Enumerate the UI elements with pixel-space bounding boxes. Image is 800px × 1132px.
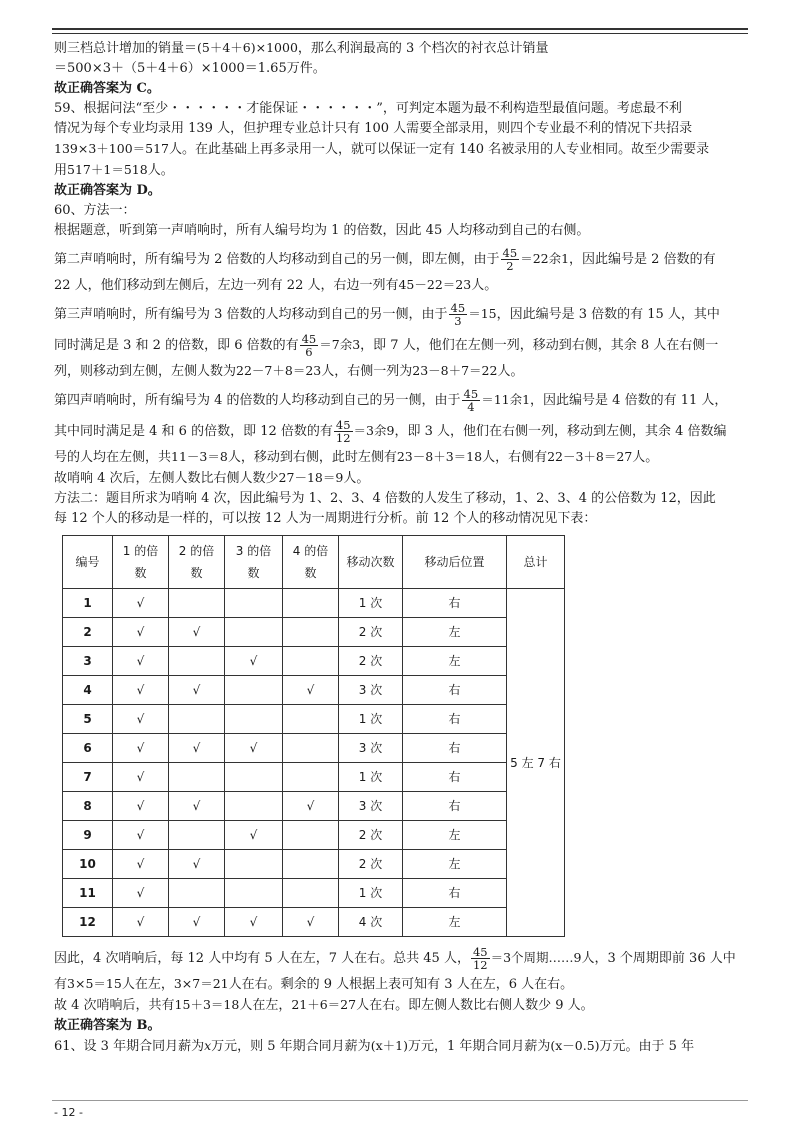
table-cell: 左 [403,647,507,676]
table-cell: √ [169,618,225,647]
table-cell: 4 次 [339,908,403,937]
table-cell [283,705,339,734]
q60-line: 号的人均在左侧，共11－3＝8人，移动到右侧，此时左侧有23－8＋3＝18人，右侧有22－3＋8＝27人。 [54,449,659,465]
table-cell: √ [113,647,169,676]
q60-line: 根据题意，听到第一声哨响时，所有人编号均为 1 的倍数，因此 45 人均移动到自己的右侧。 [54,223,590,238]
movement-table [62,535,565,937]
q60-heading: 60、方法一： [54,203,136,218]
q60-line: 其中同时满足是 4 和 6 的倍数，即 12 倍数的有 $\frac{45}{12}$ ＝3余9，即 3 人，他们在右侧一列，移动到左侧，其余 4 倍数编 [54,418,727,445]
table-row [63,763,565,792]
fraction: $\frac{45}{2}$ [502,246,518,273]
table-cell [283,647,339,676]
table-cell: 3 次 [339,734,403,763]
header-rule-thin [52,33,748,34]
table-cell: 右 [403,792,507,821]
table-header-row [63,536,565,589]
table-cell: 左 [403,821,507,850]
table-cell: 右 [403,676,507,705]
table-cell: √ [283,676,339,705]
q60-line: 第三声哨响时，所有编号为 3 倍数的人均移动到自己的另一侧，由于 $\frac{45}{3}$ ＝15，因此编号是 3 倍数的有 15 人，其中 [54,301,720,328]
table-row [63,908,565,937]
table-cell: 右 [403,589,507,618]
text-line: 则三档总计增加的销量＝(5＋4＋6)×1000，那么利润最高的 3 个档次的衬衣总计销量 [54,40,549,56]
table-row [63,792,565,821]
table-cell: 右 [403,879,507,908]
answer-line: 故正确答案为 B。 [54,1018,161,1033]
page-number: - 12 - [54,1106,83,1119]
header-idx: 编号 [63,536,113,589]
table-cell: √ [113,908,169,937]
table-cell: 1 次 [339,589,403,618]
total-cell: 5 左 7 右 [507,589,565,937]
fraction: $\frac{45}{12}$ [335,418,351,445]
table-cell [169,705,225,734]
table-cell: √ [113,734,169,763]
fraction: $\frac{45}{12}$ [472,945,488,972]
header-mult2: 2 的倍 数 [169,536,225,589]
table-cell: 10 [63,850,113,879]
table-cell: 1 [63,589,113,618]
header-total: 总计 [507,536,565,589]
table-row [63,618,565,647]
table-cell [283,763,339,792]
table-cell [283,821,339,850]
q60-method2: 方法二：题目所求为哨响 4 次，因此编号为 1、2、3、4 倍数的人发生了移动，1、2、3、4 的公倍数为 12，因此 [54,491,716,506]
table-cell: 4 [63,676,113,705]
table-cell: √ [283,792,339,821]
answer-line: 故正确答案为 D。 [54,183,161,198]
q59-line: 139×3＋100＝517人。在此基础上再多录用一人，就可以保证一定有 140 名被录用的人专业相同。故至少需要录 [54,141,710,157]
table-cell: 6 [63,734,113,763]
table-cell: √ [225,908,283,937]
table-cell: 2 次 [339,647,403,676]
fraction: $\frac{45}{6}$ [301,332,317,359]
table-cell: 8 [63,792,113,821]
table-row [63,879,565,908]
table-cell: √ [169,908,225,937]
table-cell [283,850,339,879]
table-cell: √ [113,618,169,647]
table-cell: 2 [63,618,113,647]
table-cell [225,589,283,618]
table-cell: 左 [403,850,507,879]
table-cell: 1 次 [339,763,403,792]
table-cell [169,821,225,850]
table-cell: √ [169,850,225,879]
header-moves: 移动次数 [339,536,403,589]
table-cell: 3 [63,647,113,676]
header-position: 移动后位置 [403,536,507,589]
table-cell: 2 次 [339,821,403,850]
q60-line: 第二声哨响时，所有编号为 2 倍数的人均移动到自己的另一侧，即左侧，由于 $\frac{45}{2}$ ＝22余1，因此编号是 2 倍数的有 [54,246,716,273]
table-cell: 左 [403,908,507,937]
table-cell: √ [169,792,225,821]
table-row [63,850,565,879]
table-cell: √ [225,821,283,850]
table-cell: 9 [63,821,113,850]
after-table-line: 有3×5＝15人在左，3×7＝21人在右。剩余的 9 人根据上表可知有 3 人在左，6 人在右。 [54,976,574,992]
q61-line: 61、设 3 年期合同月薪为x万元，则 5 年期合同月薪为(x＋1)万元，1 年期合同月薪为(x－0.5)万元。由于 5 年 [54,1038,695,1054]
table-cell: 7 [63,763,113,792]
table-cell: 3 次 [339,676,403,705]
table-cell: 3 次 [339,792,403,821]
table-cell: 1 次 [339,879,403,908]
table-cell [283,879,339,908]
table-row [63,647,565,676]
table-cell [225,705,283,734]
header-rule-thick [52,28,748,30]
table-cell: 左 [403,618,507,647]
table-cell [225,792,283,821]
table-cell: 右 [403,734,507,763]
q60-line: 同时满足是 3 和 2 的倍数，即 6 倍数的有 $\frac{45}{6}$ ＝7余3，即 7 人，他们在左侧一列，移动到右侧，其余 8 人在右侧一 [54,332,719,359]
q60-line: 列，则移动到左侧，左侧人数为22－7＋8＝23人，右侧一列为23－8＋7＝22人。 [54,363,524,379]
q60-method2: 每 12 个人的移动是一样的，可以按 12 人为一周期进行分析。前 12 个人的移动情况见下表： [54,511,597,526]
table-cell [169,647,225,676]
table-cell: 11 [63,879,113,908]
q60-line: 第四声哨响时，所有编号为 4 的倍数的人均移动到自己的另一侧，由于 $\frac{45}{4}$ ＝11余1，因此编号是 4 倍数的有 11 人， [54,387,728,414]
table-cell: √ [113,676,169,705]
table-cell: 12 [63,908,113,937]
q59-line: 情况为每个专业均录用 139 人，但护理专业总计只有 100 人需要全部录用，则四个专业最不利的情况下共招录 [54,121,693,136]
table-cell [283,734,339,763]
table-cell [225,618,283,647]
q60-line: 22 人，他们移动到左侧后，左边一列有 22 人，右边一列有45－22＝23人。 [54,277,498,293]
header-mult4: 4 的倍 数 [283,536,339,589]
table-cell: √ [283,908,339,937]
table-cell [283,618,339,647]
table-cell: 1 次 [339,705,403,734]
table-cell [169,589,225,618]
table-row [63,734,565,763]
table-cell: √ [169,676,225,705]
table-cell: √ [225,734,283,763]
table-cell: 2 次 [339,618,403,647]
table-cell: √ [113,589,169,618]
table-row [63,589,565,618]
header-mult1: 1 的倍 数 [113,536,169,589]
answer-line: 故正确答案为 C。 [54,81,160,96]
table-cell: √ [225,647,283,676]
table-cell: √ [113,879,169,908]
footer-rule [52,1100,748,1101]
table-row [63,821,565,850]
table-cell: √ [113,850,169,879]
table-cell [283,589,339,618]
header-mult3: 3 的倍 数 [225,536,283,589]
table-cell: √ [113,792,169,821]
table-cell: 右 [403,705,507,734]
table-cell: 5 [63,705,113,734]
after-table-line: 故 4 次哨响后，共有15＋3＝18人在左，21＋6＝27人在右。即左侧人数比右侧人数少 9 人。 [54,997,594,1013]
table-cell [225,676,283,705]
table-row [63,705,565,734]
table-cell [225,850,283,879]
q59-line: 59、根据问法“至少・・・・・・才能保证・・・・・・”，可判定本题为最不利构造型最值问题。考虑最不利 [54,101,682,116]
q59-line: 用517＋1＝518人。 [54,162,174,178]
table-cell: √ [113,821,169,850]
table-row [63,676,565,705]
table-cell: √ [113,763,169,792]
fraction: $\frac{45}{3}$ [450,301,466,328]
table-cell [225,763,283,792]
q60-line: 故哨响 4 次后，左侧人数比右侧人数少27－18＝9人。 [54,470,370,486]
table-cell [169,763,225,792]
table-cell: √ [113,705,169,734]
table-cell: 右 [403,763,507,792]
document-body [54,38,748,1057]
after-table-line: 因此，4 次哨响后，每 12 人中均有 5 人在左，7 人在右。总共 45 人， $\frac{45}{12}$ ＝3个周期……9人，3 个周期即前 36 人中 [54,945,736,972]
text-line: ＝500×3＋（5＋4＋6）×1000＝1.65万件。 [54,61,326,76]
fraction: $\frac{45}{4}$ [463,387,479,414]
table-cell: √ [169,734,225,763]
table-cell: 2 次 [339,850,403,879]
table-cell [169,879,225,908]
table-cell [225,879,283,908]
